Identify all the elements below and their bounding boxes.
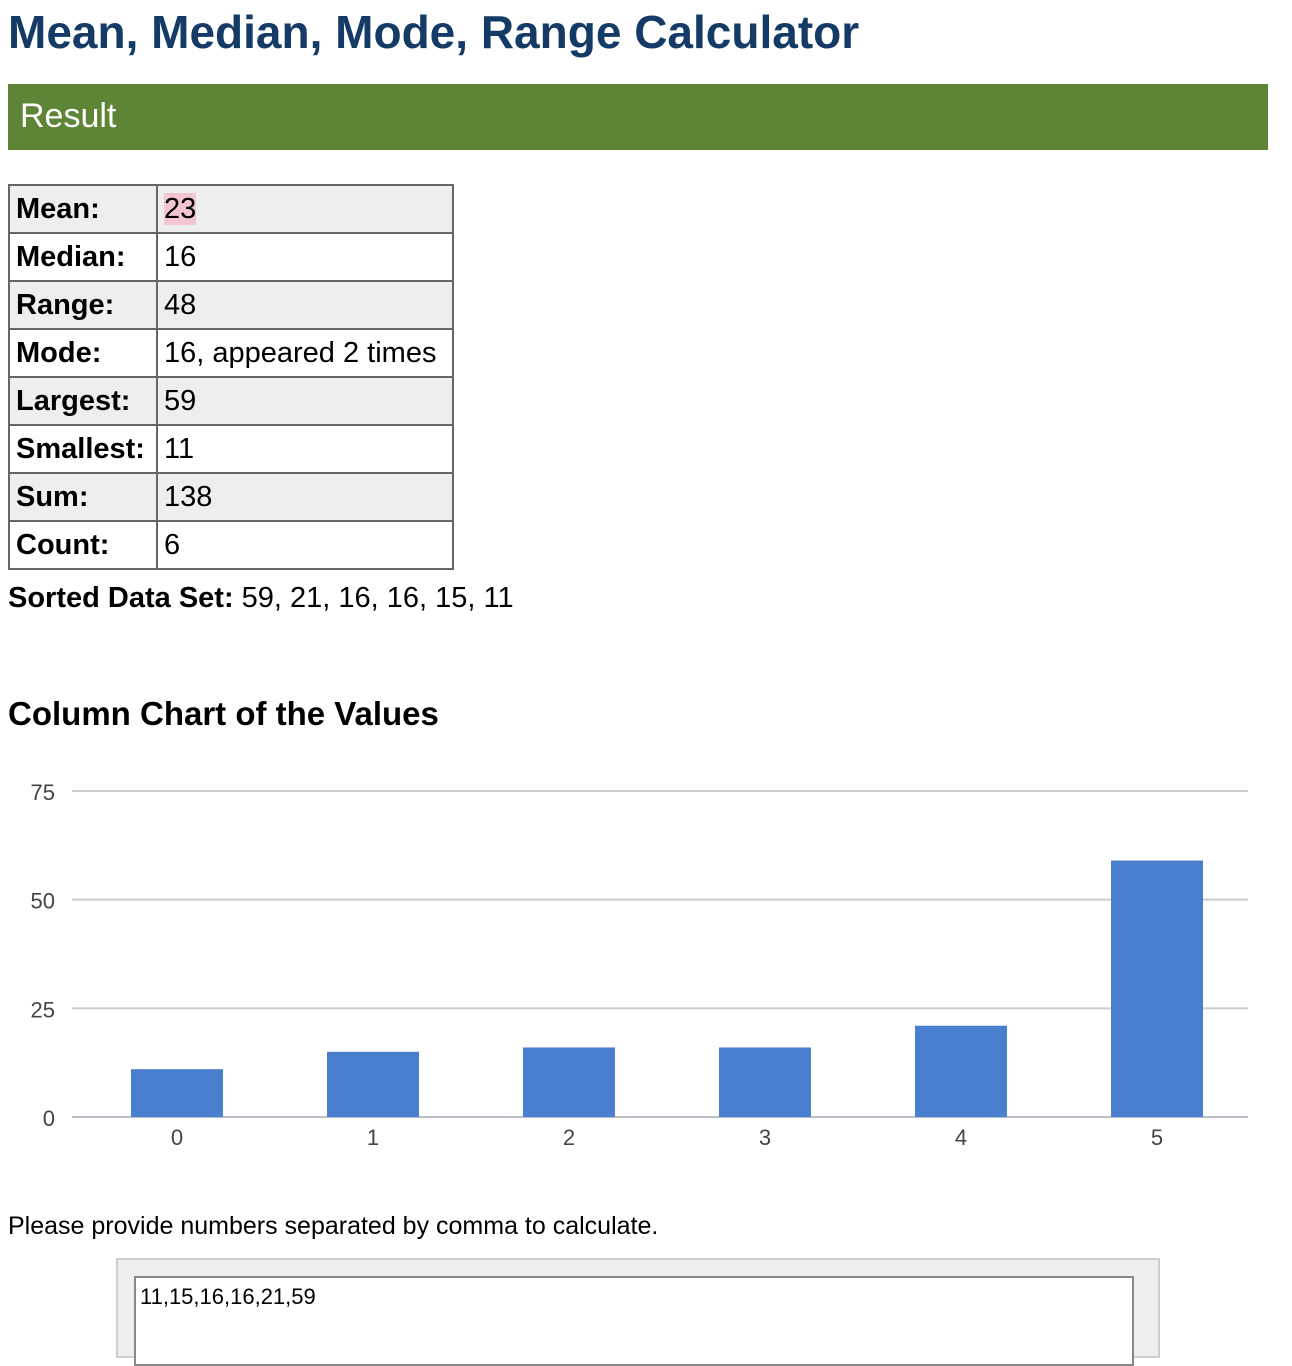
result-table	[8, 184, 454, 570]
x-tick-label: 1	[366, 1125, 380, 1150]
median-label: Median:	[9, 233, 157, 281]
sum-value: 138	[157, 473, 453, 521]
sorted-data-label: Sorted Data Set:	[8, 582, 234, 614]
largest-label: Largest:	[9, 377, 157, 425]
count-value: 6	[157, 521, 453, 569]
y-tick-label: 75	[30, 780, 55, 805]
largest-value: 59	[157, 377, 453, 425]
bar	[327, 1052, 419, 1117]
bar	[523, 1047, 615, 1117]
count-label: Count:	[9, 521, 157, 569]
table-row	[9, 281, 453, 329]
table-row	[9, 233, 453, 281]
y-tick-label: 0	[42, 1106, 55, 1131]
table-row	[9, 377, 453, 425]
column-chart	[0, 760, 1292, 1170]
range-label: Range:	[9, 281, 157, 329]
bar	[1111, 861, 1203, 1117]
input-panel	[116, 1258, 1160, 1358]
mean-value: 23	[164, 193, 197, 225]
table-row	[9, 473, 453, 521]
smallest-value: 11	[157, 425, 453, 473]
chart-heading: Column Chart of the Values	[8, 695, 439, 732]
numbers-input[interactable]	[134, 1276, 1134, 1366]
mode-label: Mode:	[9, 329, 157, 377]
sorted-data-values: 59, 21, 16, 16, 15, 11	[241, 582, 514, 614]
page-title: Mean, Median, Mode, Range Calculator	[8, 6, 860, 58]
bar	[131, 1069, 223, 1117]
instructions-text: Please provide numbers separated by comma to calculate.	[8, 1212, 659, 1240]
table-row	[9, 185, 453, 233]
result-header	[8, 84, 1268, 150]
median-value: 16	[157, 233, 453, 281]
range-value: 48	[157, 281, 453, 329]
x-tick-label: 3	[758, 1125, 772, 1150]
x-tick-label: 5	[1150, 1125, 1164, 1150]
y-tick-label: 50	[30, 888, 55, 914]
mode-value: 16, appeared 2 times	[157, 329, 453, 377]
table-row	[9, 329, 453, 377]
table-row	[9, 521, 453, 569]
result-heading: Result	[20, 97, 117, 135]
sorted-data-set	[8, 580, 514, 616]
bar	[719, 1047, 811, 1117]
y-tick-label: 25	[30, 997, 55, 1023]
mean-label: Mean:	[9, 185, 157, 233]
x-tick-label: 0	[170, 1125, 184, 1150]
x-tick-label: 2	[562, 1125, 576, 1150]
x-tick-label: 4	[954, 1125, 968, 1150]
bar	[915, 1026, 1007, 1117]
sum-label: Sum:	[9, 473, 157, 521]
table-row	[9, 425, 453, 473]
mean-value-cell	[157, 185, 453, 233]
smallest-label: Smallest:	[9, 425, 157, 473]
